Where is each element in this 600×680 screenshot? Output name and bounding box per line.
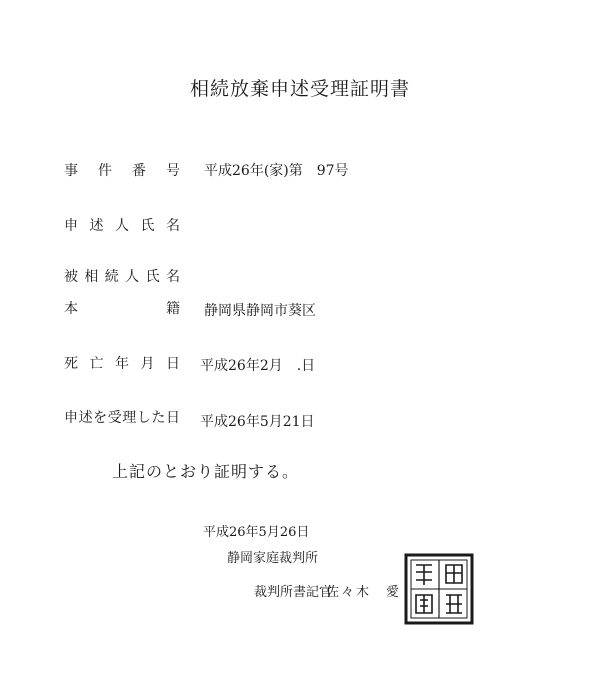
court-name: 静岡家庭裁判所 <box>227 551 319 566</box>
case-number-label: 事 件 番 号 <box>64 163 180 179</box>
official-name: 佐々木 愛 <box>326 585 402 600</box>
date-of-death-label: 死 亡 年 月 日 <box>64 356 180 372</box>
issue-date: 平成26年5月26日 <box>203 525 310 540</box>
applicant-name-label: 申 述 人 氏 名 <box>64 218 180 234</box>
official-title: 裁判所書記官 <box>254 585 333 600</box>
decedent-name-label: 被 相 続 人 氏 名 <box>64 269 180 285</box>
document-title: 相続放棄申述受理証明書 <box>189 78 410 100</box>
case-number-value: 平成26年(家)第 97号 <box>204 163 349 179</box>
registered-domicile-value: 静岡県静岡市葵区 <box>204 303 316 319</box>
certification-statement: 上記のとおり証明する。 <box>112 462 300 481</box>
acceptance-date-value: 平成26年5月21日 <box>200 414 315 430</box>
official-seal-icon <box>404 553 474 625</box>
date-of-death-value: 平成26年2月 .日 <box>200 358 316 374</box>
registered-domicile-label: 本 籍 <box>64 301 180 317</box>
acceptance-date-label: 申 述 を 受 理 し た 日 <box>64 410 180 426</box>
